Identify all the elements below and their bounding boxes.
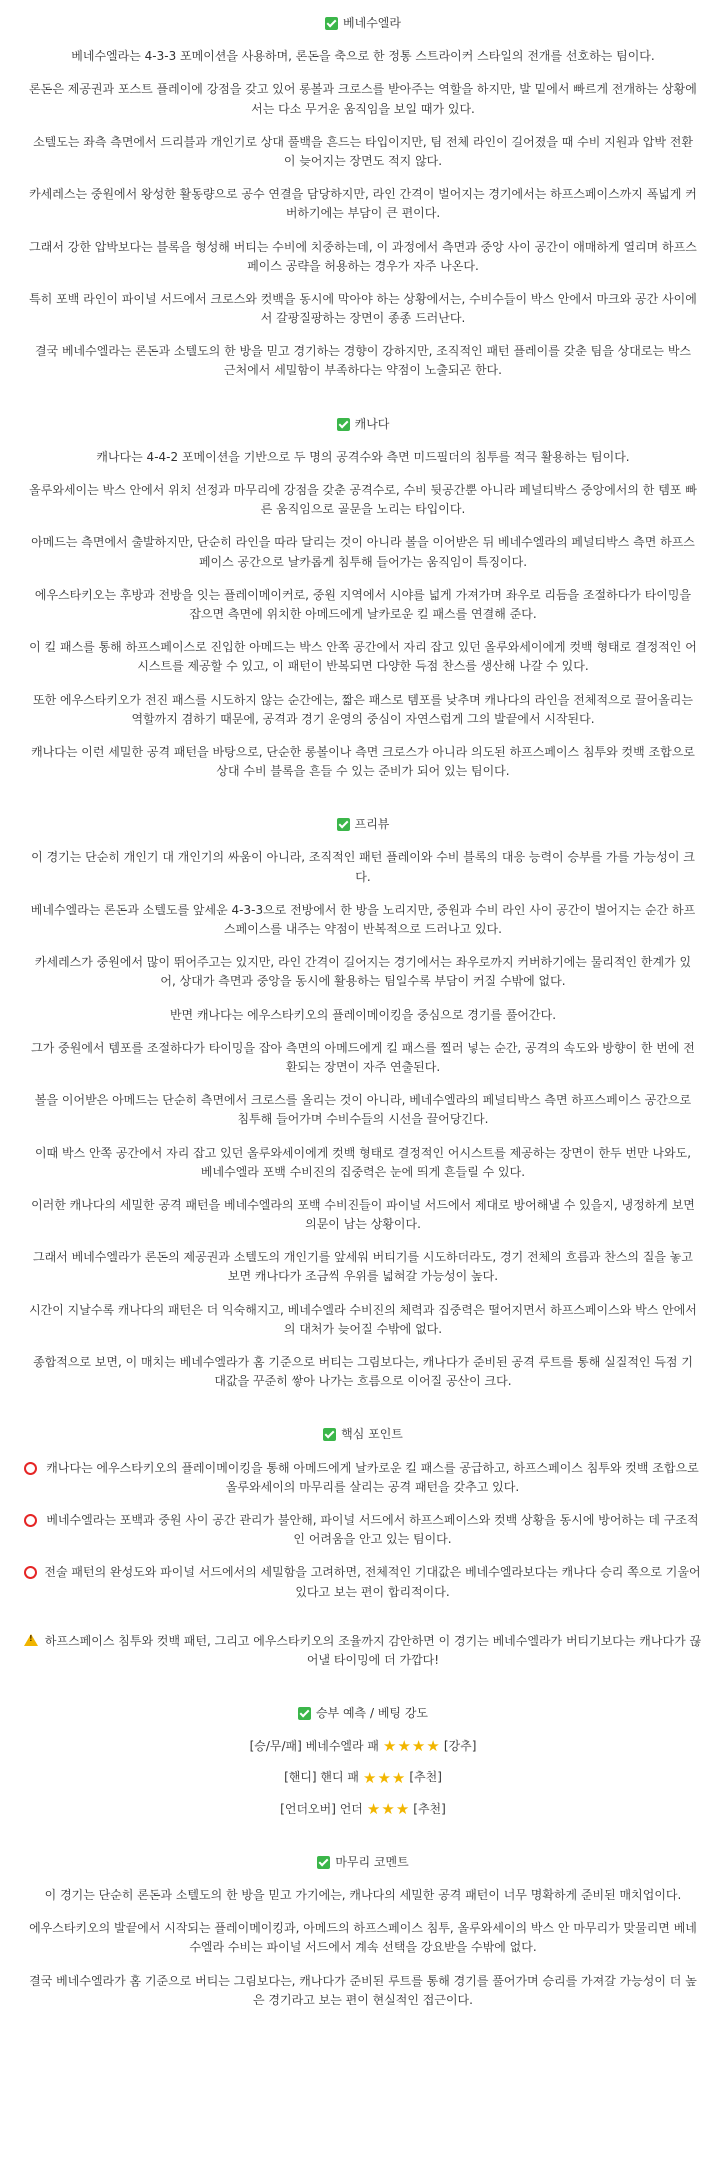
paragraph: 에우스타키오의 발끝에서 시작되는 플레이메이킹과, 아메드의 하프스페이스 침투, 올루와세이의 박스 안 마무리가 맞물리면 베네수엘라 수비는 파이널 서드에서 계속 선택을 강요받을 수밖에 없다. — [29, 1921, 697, 1955]
paragraph: 특히 포백 라인이 파이널 서드에서 크로스와 컷백을 동시에 막아야 하는 상황에서는, 수비수들이 박스 안에서 마크와 공간 사이에서 갈팡질팡하는 장면이 종종 드러난다. — [29, 291, 697, 326]
check-icon — [298, 1707, 311, 1720]
warning-icon — [24, 1634, 38, 1646]
paragraph: 이러한 캐나다의 세밀한 공격 패턴을 베네수엘라의 포백 수비진들이 파이널 서드에서 제대로 방어해낼 수 있을지, 냉정하게 보면 의문이 남는 상황이다. — [31, 1197, 695, 1232]
section-heading — [24, 415, 702, 434]
key-point — [24, 1511, 702, 1549]
check-icon — [317, 1856, 330, 1869]
star-rating — [363, 1768, 406, 1787]
star-icon: ★ — [383, 1737, 397, 1756]
section-venezuela — [24, 14, 702, 381]
star-icon: ★ — [391, 1768, 406, 1787]
prediction-row — [24, 1800, 702, 1819]
prediction-list — [24, 1737, 702, 1819]
red-circle-icon — [24, 1514, 37, 1527]
key-point-text: 베네수엘라는 포백과 중원 사이 공간 관리가 불안해, 파이널 서드에서 하프스페이스와 컷백 상황을 동시에 방어하는 데 구조적인 어려움을 안고 있는 팀이다. — [46, 1512, 699, 1547]
section-keypoints — [24, 1425, 702, 1670]
paragraph: 그래서 베네수엘라가 론돈의 제공권과 소텔도의 개인기를 앞세워 버티기를 시도하더라도, 경기 전체의 흐름과 찬스의 질을 놓고 보면 캐나다가 조금씩 우위를 넓혀갈 가능성이 높다. — [32, 1250, 693, 1284]
prediction-label: [승/무/패] 베네수엘라 패 — [249, 1739, 380, 1754]
warning-text: 하프스페이스 침투와 컷백 패턴, 그리고 에우스타키오의 조율까지 감안하면 이 경기는 베네수엘라가 버티기보다는 캐나다가 끊어낼 타이밍에 더 가깝다! — [44, 1633, 702, 1667]
prediction-label: [언더오버] 언더 — [280, 1801, 363, 1816]
section-title: 승부 예측 / 베팅 강도 — [315, 1706, 429, 1721]
prediction-tag: [추천] — [409, 1770, 442, 1785]
section-title: 캐나다 — [354, 416, 390, 431]
paragraph: 반면 캐나다는 에우스타키오의 플레이메이킹을 중심으로 경기를 풀어간다. — [169, 1007, 557, 1022]
warning-note — [24, 1632, 702, 1670]
paragraph: 베네수엘라는 4-3-3 포메이션을 사용하며, 론돈을 축으로 한 정통 스트라이커 스타일의 전개를 선호하는 팀이다. — [71, 49, 655, 64]
paragraph: 론돈은 제공권과 포스트 플레이에 강점을 갖고 있어 롱볼과 크로스를 받아주는 역할을 하지만, 발 밑에서 빠르게 전개하는 상황에서는 다소 무거운 움직임을 보일 때가 있다. — [29, 82, 697, 116]
paragraph: 이 경기는 단순히 개인기 대 개인기의 싸움이 아니라, 조직적인 패턴 플레이와 수비 블록의 대응 능력이 승부를 가를 가능성이 크다. — [31, 850, 695, 884]
paragraph: 볼을 이어받은 아메드는 단순히 측면에서 크로스를 올리는 것이 아니라, 베네수엘라의 페널티박스 측면 하프스페이스 공간으로 침투해 들어가며 수비수들의 시선을 끌어당긴다. — [34, 1093, 692, 1127]
paragraph: 이때 박스 안쪽 공간에서 자리 잡고 있던 올루와세이에게 컷백 형태로 결정적인 어시스트를 제공하는 장면이 한두 번만 나와도, 베네수엘라 포백 수비진의 집중력은 눈에 띄게 흔들릴 수 있다. — [34, 1145, 692, 1179]
section-title: 마무리 코멘트 — [335, 1854, 409, 1869]
paragraph: 소텔도는 좌측 측면에서 드리블과 개인기로 상대 풀백을 흔드는 타입이지만, 팀 전체 라인이 길어졌을 때 수비 지원과 압박 전환이 늦어지는 장면도 적지 않다. — [33, 134, 693, 168]
star-icon: ★ — [426, 1737, 440, 1756]
prediction-row — [24, 1737, 702, 1756]
section-closing — [24, 1853, 702, 2010]
section-heading — [24, 815, 702, 834]
star-icon: ★ — [411, 1737, 426, 1756]
section-title: 프리뷰 — [354, 817, 390, 832]
key-point — [24, 1459, 702, 1497]
check-icon — [337, 418, 350, 431]
star-rating — [383, 1739, 440, 1754]
section-heading — [24, 1853, 702, 1872]
star-icon: ★ — [377, 1768, 391, 1787]
paragraph: 결국 베네수엘라는 론돈과 소텔도의 한 방을 믿고 경기하는 경향이 강하지만, 조직적인 패턴 플레이를 갖춘 팀을 상대로는 박스 근처에서 세밀함이 부족하다는 약점이 노출되곤 한다. — [34, 344, 692, 378]
star-icon: ★ — [395, 1799, 410, 1818]
prediction-tag: [추천] — [413, 1801, 446, 1816]
section-title: 핵심 포인트 — [341, 1427, 403, 1442]
key-point-text: 캐나다는 에우스타키오의 플레이메이킹을 통해 아메드에게 날카로운 킬 패스를 공급하고, 하프스페이스 침투와 컷백 조합으로 올루와세이의 마무리를 살리는 공격 패턴을 갖추고 있다. — [46, 1460, 699, 1494]
paragraph: 에우스타키오는 후방과 전방을 잇는 플레이메이커로, 중원 지역에서 시야를 넓게 가져가며 좌우로 리듬을 조절하다가 타이밍을 잡으면 측면에 위치한 아메드에게 날카로운 킬 패스를 연결해 준다. — [34, 587, 692, 621]
star-icon: ★ — [381, 1799, 395, 1818]
star-icon: ★ — [363, 1768, 377, 1787]
check-icon — [325, 17, 338, 30]
red-circle-icon — [24, 1566, 37, 1579]
paragraph: 또한 에우스타키오가 전진 패스를 시도하지 않는 순간에는, 짧은 패스로 템포를 낮추며 캐나다의 라인을 전체적으로 끌어올리는 역할까지 겸하기 때문에, 공격과 경기 운영의 중심이 자연스럽게 그의 발끝에서 시작된다. — [32, 692, 693, 726]
paragraph: 캐나다는 4-4-2 포메이션을 기반으로 두 명의 공격수와 측면 미드필더의 침투를 적극 활용하는 팀이다. — [96, 449, 630, 464]
check-icon — [337, 818, 350, 831]
paragraph: 아메드는 측면에서 출발하지만, 단순히 라인을 따라 달리는 것이 아니라 볼을 이어받은 뒤 베네수엘라의 페널티박스 측면 하프스페이스 공간으로 날카롭게 침투해 들어가는 움직임이 특징이다. — [31, 535, 695, 569]
paragraph: 카세레스는 중원에서 왕성한 활동량으로 공수 연결을 담당하지만, 라인 간격이 벌어지는 경기에서는 하프스페이스까지 폭넓게 커버하기에는 부담이 큰 편이다. — [29, 187, 697, 221]
paragraph: 카세레스가 중원에서 많이 뛰어주고는 있지만, 라인 간격이 길어지는 경기에서는 좌우로까지 커버하기에는 물리적인 한계가 있어, 상대가 측면과 중앙을 동시에 활용하는 팀일수록 부담이 커질 수밖에 없다. — [34, 955, 692, 989]
paragraph: 이 킬 패스를 통해 하프스페이스로 진입한 아메드는 박스 안쪽 공간에서 자리 잡고 있던 올루와세이에게 컷백 형태로 결정적인 어시스트를 제공할 수 있고, 이 패턴이 반복되면 다양한 득점 찬스를 생산해 나갈 수 있다. — [29, 640, 697, 674]
star-icon: ★ — [366, 1799, 381, 1818]
paragraph: 시간이 지날수록 캐나다의 패턴은 더 익숙해지고, 베네수엘라 수비진의 체력과 집중력은 떨어지면서 하프스페이스와 박스 안에서의 대처가 늦어질 수밖에 없다. — [29, 1302, 697, 1336]
section-canada — [24, 415, 702, 782]
paragraph: 캐나다는 이런 세밀한 공격 패턴을 바탕으로, 단순한 롱볼이나 측면 크로스가 아니라 의도된 하프스페이스 침투와 컷백 조합으로 상대 수비 블록을 흔들 수 있는 준비가 되어 있는 팀이다. — [31, 744, 695, 779]
star-icon: ★ — [397, 1737, 411, 1756]
section-heading — [24, 14, 702, 33]
section-heading — [24, 1704, 702, 1723]
prediction-row — [24, 1768, 702, 1787]
key-point-text: 전술 패턴의 완성도와 파이널 서드에서의 세밀함을 고려하면, 전체적인 기대값은 베네수엘라보다는 캐나다 승리 쪽으로 기울어 있다고 보는 편이 합리적이다. — [44, 1565, 701, 1599]
prediction-label: [핸디] 핸디 패 — [284, 1770, 360, 1785]
key-point — [24, 1563, 702, 1601]
prediction-tag: [강추] — [443, 1739, 477, 1754]
section-prediction — [24, 1704, 702, 1819]
paragraph: 올루와세이는 박스 안에서 위치 선정과 마무리에 강점을 갖춘 공격수로, 수비 뒷공간뿐 아니라 페널티박스 중앙에서의 한 템포 빠른 움직임으로 골문을 노리는 타입이다. — [29, 483, 697, 517]
paragraph: 그가 중원에서 템포를 조절하다가 타이밍을 잡아 측면의 아메드에게 킬 패스를 찔러 넣는 순간, 공격의 속도와 방향이 한 번에 전환되는 장면이 자주 연출된다. — [31, 1040, 695, 1074]
paragraph: 결국 베네수엘라가 홈 기준으로 버티는 그림보다는, 캐나다가 준비된 루트를 통해 경기를 풀어가며 승리를 가져갈 가능성이 더 높은 경기라고 보는 편이 현실적인 접근이다. — [29, 1973, 697, 2007]
star-rating — [366, 1799, 410, 1818]
section-heading — [24, 1425, 702, 1444]
section-preview — [24, 815, 702, 1391]
paragraph: 종합적으로 보면, 이 매치는 베네수엘라가 홈 기준으로 버티는 그림보다는, 캐나다가 준비된 공격 루트를 통해 실질적인 득점 기대값을 꾸준히 쌓아 나가는 흐름으로 이어질 공산이 크다. — [33, 1355, 693, 1389]
red-circle-icon — [24, 1462, 37, 1475]
paragraph: 베네수엘라는 론돈과 소텔도를 앞세운 4-3-3으로 전방에서 한 방을 노리지만, 중원과 수비 라인 사이 공간이 벌어지는 순간 하프스페이스를 내주는 약점이 반복적으로 드러나고 있다. — [30, 902, 696, 936]
paragraph: 그래서 강한 압박보다는 블록을 형성해 버티는 수비에 치중하는데, 이 과정에서 측면과 중앙 사이 공간이 애매하게 열리며 하프스페이스 공략을 허용하는 경우가 자주 나온다. — [29, 239, 697, 273]
check-icon — [323, 1428, 336, 1441]
paragraph: 이 경기는 단순히 론돈과 소텔도의 한 방을 믿고 가기에는, 캐나다의 세밀한 공격 패턴이 너무 명확하게 준비된 매치업이다. — [44, 1888, 682, 1902]
section-title: 베네수엘라 — [343, 16, 401, 30]
